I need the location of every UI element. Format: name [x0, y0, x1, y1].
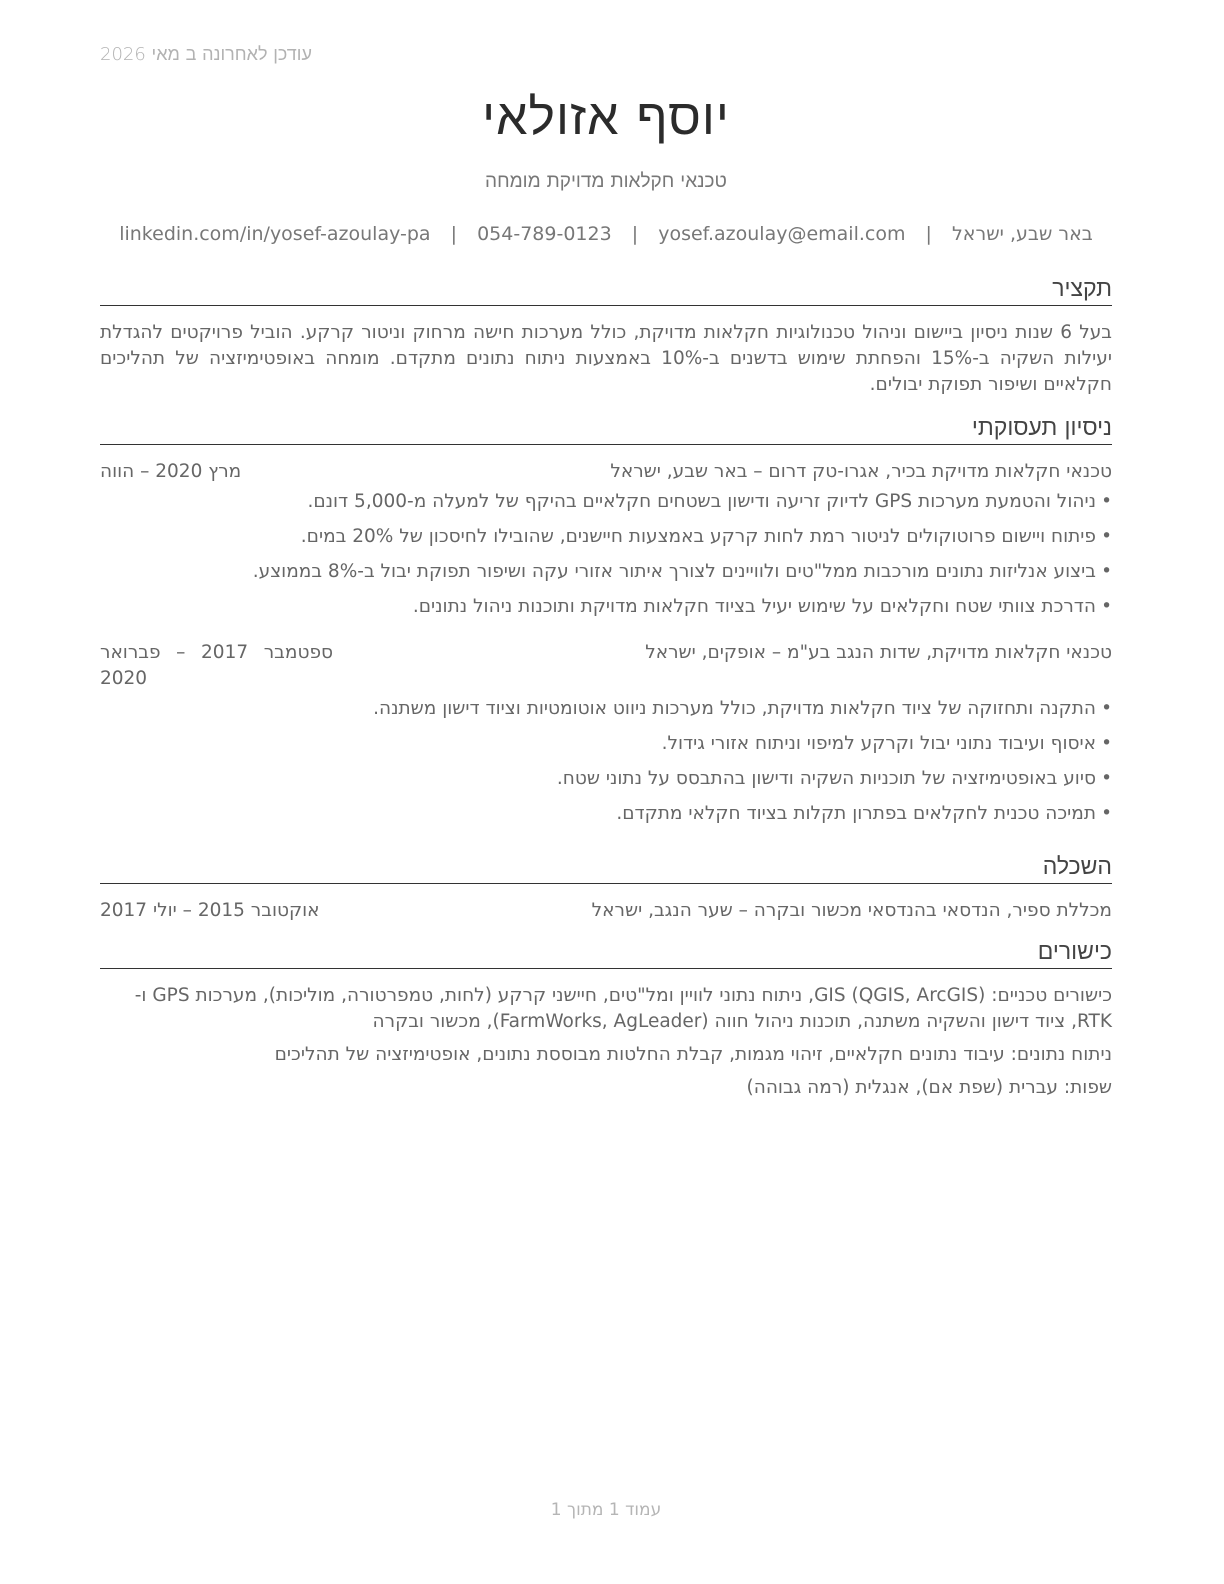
summary-section	[100, 274, 1112, 398]
skills-section	[100, 937, 1112, 1108]
skills-list	[100, 983, 1112, 1101]
job-bullet: • ביצוע אנליזות נתונים מורכבות ממל"טים ולוויינים לצורך איתור אזורי עקה ושיפור תפוקת יבול ב-8% בממוצע.	[100, 559, 1112, 585]
job-title: טכנאי חקלאות מדויקת, שדות הנגב בע"מ – אופקים, ישראל	[645, 642, 1112, 663]
skills-line: ניתוח נתונים: עיבוד נתונים חקלאיים, זיהוי מגמות, קבלת החלטות מבוססת נתונים, אופטימיזציה של תהליכים	[274, 1044, 1112, 1065]
education-heading: השכלה	[100, 852, 1112, 884]
job-header	[100, 640, 1112, 692]
job-header	[100, 459, 1112, 485]
job-dates: מרץ 2020 – הווה	[100, 461, 242, 482]
job-bullet: • פיתוח ויישום פרוטוקולים לניטור רמת לחות קרקע באמצעות חיישנים, שהובילו לחיסכון של 20% במים.	[100, 524, 1112, 550]
contact-separator: |	[631, 223, 639, 245]
contact-location: באר שבע, ישראל	[951, 223, 1093, 245]
experience-section	[100, 413, 1112, 836]
contact-separator: |	[450, 223, 458, 245]
education-dates: אוקטובר 2015 – יולי 2017	[100, 900, 320, 921]
skills-heading: כישורים	[100, 937, 1112, 969]
education-title: מכללת ספיר, הנדסאי בהנדסאי מכשור ובקרה – שער הנגב, ישראל	[591, 900, 1112, 921]
job-entry	[100, 459, 1112, 620]
job-bullet: • ניהול והטמעת מערכות GPS לדיוק זריעה ודישון בשטחים חקלאיים בהיקף של למעלה מ-5,000 דונם.	[100, 489, 1112, 515]
job-bullet: • התקנה ותחזוקה של ציוד חקלאות מדויקת, כולל מערכות ניווט אוטומטיות וציוד דישון משתנה.	[100, 696, 1112, 722]
contact-line	[100, 223, 1112, 245]
job-dates: ספטמבר 2017 – פברואר 2020	[100, 642, 333, 689]
skills-line: שפות: עברית (שפת אם), אנגלית (רמה גבוהה)	[746, 1077, 1112, 1098]
candidate-name: יוסף אזולאי	[482, 88, 730, 146]
skills-line: כישורים טכניים: GIS (QGIS, ArcGIS), ניתוח נתוני לוויין ומל"טים, חיישני קרקע (לחות, טמפרטורה, מוליכות), מערכות GPS ו-RTK, ציוד דישון והשקיה משתנה, תוכנות ניהול חווה (FarmWorks, AgLeader), מכשור ובקרה	[134, 985, 1112, 1032]
education-entry	[100, 898, 1112, 924]
resume-page	[100, 0, 1112, 1584]
experience-heading: ניסיון תעסוקתי	[100, 413, 1112, 445]
page-number: עמוד 1 מתוך 1	[550, 1500, 662, 1520]
job-bullets	[100, 696, 1112, 827]
job-bullet: • איסוף ועיבוד נתוני יבול וקרקע למיפוי וניתוח אזורי גידול.	[100, 731, 1112, 757]
job-bullet: • סיוע באופטימיזציה של תוכניות השקיה ודישון בהתבסס על נתוני שטח.	[100, 766, 1112, 792]
job-subtitle: טכנאי חקלאות מדויקת מומחה	[485, 170, 727, 192]
job-bullet: • הדרכת צוותי שטח וחקלאים על שימוש יעיל בציוד חקלאות מדויקת ותוכנות ניהול נתונים.	[100, 594, 1112, 620]
contact-email[interactable]: yosef.azoulay@email.com	[658, 223, 906, 245]
job-bullets	[100, 489, 1112, 620]
job-title: טכנאי חקלאות מדויקת בכיר, אגרו-טק דרום – באר שבע, ישראל	[610, 461, 1112, 482]
summary-heading: תקציר	[100, 274, 1112, 306]
contact-linkedin[interactable]: linkedin.com/in/yosef-azoulay-pa	[119, 223, 431, 245]
education-section	[100, 852, 1112, 924]
last-updated: עודכן לאחרונה ב מאי 2026	[100, 44, 312, 65]
job-entry	[100, 640, 1112, 827]
contact-separator: |	[925, 223, 932, 245]
summary-text: בעל 6 שנות ניסיון ביישום וניהול טכנולוגיות חקלאות מדויקת, כולל מערכות חישה מרחוק וניטור קרקע. הוביל פרויקטים להגדלת יעילות השקיה ב-15% והפחתת שימוש בדשנים ב-10% באמצעות ניתוח נתונים מתקדם. מומחה באופטימיזציה של תהליכים חקלאיים ושיפור תפוקת יבולים.	[100, 322, 1112, 395]
contact-phone[interactable]: 054-789-0123	[477, 223, 612, 245]
job-bullet: • תמיכה טכנית לחקלאים בפתרון תקלות בציוד חקלאי מתקדם.	[100, 801, 1112, 827]
